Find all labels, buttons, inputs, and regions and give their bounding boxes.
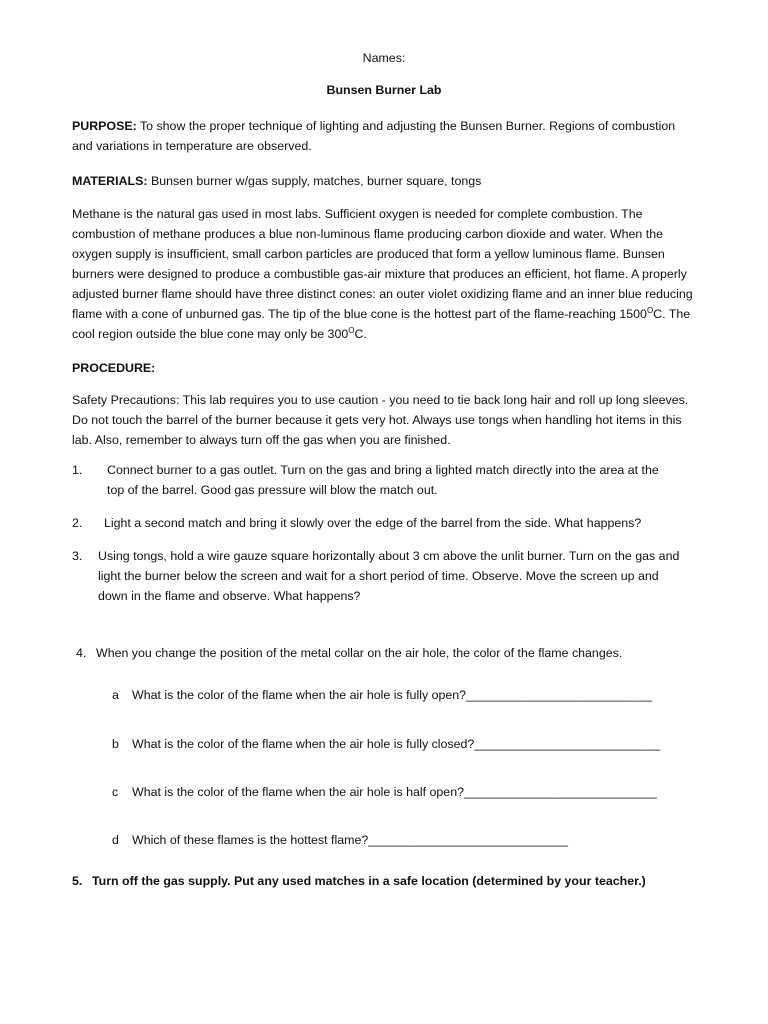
step-number: 2. (72, 516, 83, 530)
subquestion-text: What is the color of the flame when the air hole is fully closed?___________________________ (132, 737, 661, 751)
purpose-text: To show the proper technique of lighting and adjusting the Bunsen Burner. Regions of combustion and variations in temperature are observed. (72, 119, 676, 153)
list-item (72, 871, 696, 891)
intro-paragraph (72, 204, 696, 344)
list-item (112, 782, 712, 802)
step-number: 4. (76, 646, 87, 660)
intro-text: Methane is the natural gas used in most labs. Sufficient oxygen is needed for complete combustion. The combustion of methane produces a blue non-luminous flame producing carbon dioxide and water. When the oxygen supply is insufficient, small carbon particles are produced that form a yellow luminous flame. Bunsen burners were designed to produce a combustible gas-air mixture that produces an efficient, hot flame. A properly adjusted burner flame should have three distinct cones: an outer violet oxidizing flame and an inner blue reducing flame with a cone of unburned gas. The tip of the blue cone is the hottest part of the flame-reaching 1500 (72, 207, 693, 321)
safety-paragraph: Safety Precautions: This lab requires you to use caution - you need to tie back long hair and roll up long sleeves. Do not touch the barrel of the burner because it gets very hot. Always use tongs when handling hot items in this lab. Also, remember to always turn off the gas when you are finished. (72, 393, 689, 447)
step-text: When you change the position of the metal collar on the air hole, the color of the flame changes. (96, 646, 623, 660)
list-item (76, 643, 696, 663)
document-title: Bunsen Burner Lab (326, 83, 442, 97)
purpose-paragraph (72, 116, 696, 156)
step-text: Turn off the gas supply. Put any used matches in a safe location (determined by your teacher.) (92, 874, 646, 888)
subquestion-letter: b (112, 737, 119, 751)
subquestion-text: What is the color of the flame when the air hole is fully open?___________________________ (132, 688, 653, 702)
purpose-label: PURPOSE: (72, 119, 137, 133)
intro-text-end: C. (354, 327, 367, 341)
subquestion-letter: c (112, 785, 119, 799)
list-item (72, 460, 696, 500)
step-text: Connect burner to a gas outlet. Turn on the gas and bring a lighted match directly into the area at the top of the barrel. Good gas pressure will blow the match out. (107, 463, 659, 497)
step-text: Using tongs, hold a wire gauze square horizontally about 3 cm above the unlit burner. Turn on the gas and light the burner below the screen and wait for a short period of time. Observe. Move the screen up and down in the flame and observe. What happens? (98, 549, 680, 603)
step-number: 5. (72, 874, 83, 888)
degree-symbol: O (348, 325, 355, 335)
intro-text-mid: C. The cool region outside the blue cone may only be 300 (72, 307, 691, 341)
step-number: 3. (72, 549, 83, 563)
subquestion-letter: d (112, 833, 119, 847)
names-label: Names: (362, 51, 406, 65)
materials-paragraph (72, 171, 696, 191)
step-text: Light a second match and bring it slowly over the edge of the barrel from the side. What happens? (104, 516, 642, 530)
materials-label: MATERIALS: (72, 174, 148, 188)
list-item (112, 830, 712, 850)
step-number: 1. (72, 463, 83, 477)
subquestion-text: Which of these flames is the hottest flame?_____________________________ (132, 833, 569, 847)
subquestion-letter: a (112, 688, 119, 702)
list-item (112, 685, 712, 705)
list-item (112, 734, 712, 754)
subquestion-text: What is the color of the flame when the air hole is half open?____________________________ (132, 785, 657, 799)
procedure-label: PROCEDURE: (72, 361, 156, 375)
list-item (72, 513, 696, 533)
degree-symbol: O (646, 305, 654, 315)
materials-text: Bunsen burner w/gas supply, matches, burner square, tongs (150, 174, 482, 188)
list-item (72, 546, 696, 606)
